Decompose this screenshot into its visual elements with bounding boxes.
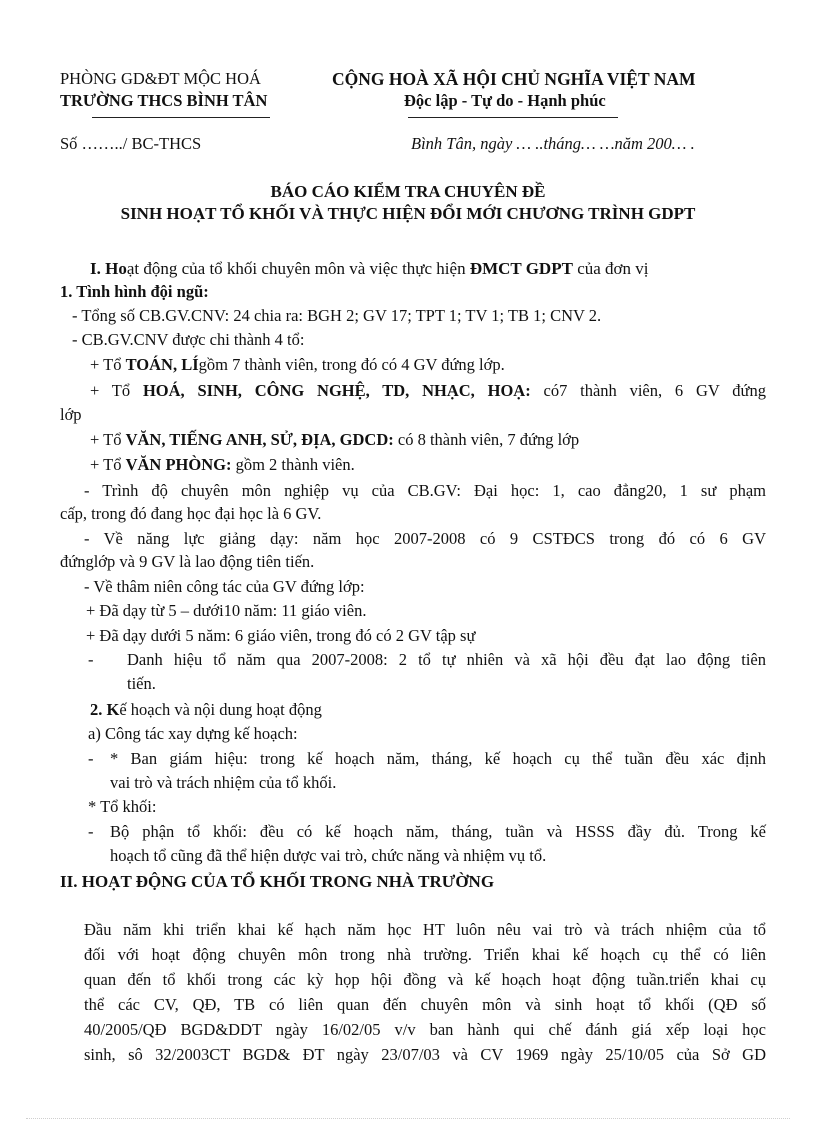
group-chem-bio-cont: lớp xyxy=(60,405,82,424)
motto-underline xyxy=(408,117,618,118)
teaching-ability-line2: đứnglớp và 9 GV là lao động tiên tiến. xyxy=(60,552,315,571)
section1-heading-suffix: của đơn vị xyxy=(572,259,649,278)
group-literature xyxy=(90,429,579,451)
section1-heading-text: ạt động của tổ khối chuyên môn và việc thực hiện xyxy=(126,259,470,278)
subsection-staff: 1. Tình hình đội ngũ: xyxy=(60,282,209,301)
group-prefix: + Tổ xyxy=(90,381,143,400)
group-prefix: + Tổ xyxy=(90,455,126,474)
group-detail: có 8 thành viên, 7 đứng lớp xyxy=(393,430,580,449)
seniority-5-10: + Đã dạy từ 5 – dưới10 năm: 11 giáo viên. xyxy=(86,601,367,620)
report-title-line2: SINH HOẠT TỔ KHỐI VÀ THỰC HIỆN ĐỔI MỚI CHƯƠNG TRÌNH GDPT xyxy=(120,204,696,223)
section2-para-line2: đối với hoạt động chuyên môn trong nhà trường. Triển khai kế hoạch cụ thể có liên xyxy=(84,945,766,964)
document-number: Số ……../ BC-THCS xyxy=(60,134,202,153)
bullet-dash: - xyxy=(88,822,94,841)
school-name: TRƯỜNG THCS BÌNH TÂN xyxy=(60,91,268,110)
qualification-line1: - Trình độ chuyên môn nghiệp vụ của CB.GV: Đại học: 1, cao đẳng20, 1 sư phạm xyxy=(84,481,766,500)
section2-heading: II. HOẠT ĐỘNG CỦA TỔ KHỐI TRONG NHÀ TRƯỜNG xyxy=(60,872,495,891)
report-title-line1: BÁO CÁO KIỂM TRA CHUYÊN ĐỀ xyxy=(270,182,546,201)
qualification-line2: cấp, trong đó đang học đại học là 6 GV. xyxy=(60,504,322,523)
national-motto: Độc lập - Tự do - Hạnh phúc xyxy=(404,91,606,110)
section1-heading xyxy=(90,258,649,280)
section2-para-line6: sinh, sô 32/2003CT BGD& ĐT ngày 23/07/03 và CV 1969 ngày 25/10/05 của Sở GD xyxy=(84,1045,766,1064)
section1-heading-prefix: I. Ho xyxy=(90,259,127,278)
bullet-dash: - xyxy=(88,749,94,768)
group-detail: gồm 7 thành viên, trong đó có 4 GV đứng lớp. xyxy=(198,355,505,374)
document-date: Bình Tân, ngày … ..tháng… …năm 200… . xyxy=(411,134,695,153)
group-heading: * Tổ khối: xyxy=(88,797,157,816)
section2-para-line3: quan đến tổ khối trong các kỳ họp hội đồng và kế hoạch hoạt động tuần.triển khai cụ xyxy=(84,970,766,989)
title-award-line2: tiến. xyxy=(127,674,156,693)
teaching-ability-line1: - Về năng lực giảng dạy: năm học 2007-2008 có 9 CSTĐCS trong đó có 6 GV xyxy=(84,529,766,548)
group-name: VĂN PHÒNG: xyxy=(125,455,232,474)
group-line1: Bộ phận tổ khối: đều có kế hoạch năm, tháng, tuần và HSSS đầy đủ. Trong kế xyxy=(110,822,766,841)
staff-total: - Tổng số CB.GV.CNV: 24 chia ra: BGH 2; GV 17; TPT 1; TV 1; TB 1; CNV 2. xyxy=(72,306,602,325)
group-name: TOÁN, LÍ xyxy=(125,355,199,374)
staff-divided: - CB.GV.CNV được chi thành 4 tổ: xyxy=(72,330,305,349)
group-office xyxy=(90,454,355,476)
group-detail: có7 thành viên, 6 GV đứng xyxy=(530,381,767,400)
subsection-plan xyxy=(90,699,322,721)
section2-para-line5: 40/2005/QĐ BGD&DDT ngày 16/02/05 v/v ban hành qui chế đánh giá xếp loại học xyxy=(84,1020,766,1039)
section2-para-line1: Đầu năm khi triển khai kế hạch năm học HT luôn nêu vai trò và trách nhiệm của tổ xyxy=(84,920,766,939)
bullet-dash: - xyxy=(88,650,94,669)
group-name: HOÁ, SINH, CÔNG NGHỆ, TD, NHẠC, HOẠ: xyxy=(142,381,531,400)
group-math-physics xyxy=(90,354,505,376)
subsection-plan-number: 2. K xyxy=(90,700,120,719)
group-line2: hoạch tổ cũng đã thể hiện dược vai trò, chức năng và nhiệm vụ tổ. xyxy=(110,846,547,865)
plan-building-heading: a) Công tác xay dựng kế hoạch: xyxy=(88,724,298,743)
group-prefix: + Tổ xyxy=(90,355,126,374)
seniority-under-5: + Đã dạy dưới 5 năm: 6 giáo viên, trong đó có 2 GV tập sự xyxy=(86,626,476,645)
group-chem-bio xyxy=(90,380,766,402)
seniority-heading: - Về thâm niên công tác của GV đứng lớp: xyxy=(84,577,365,596)
school-name-underline xyxy=(92,117,270,118)
page-bottom-border xyxy=(26,1118,790,1119)
national-title: CỘNG HOÀ XÃ HỘI CHỦ NGHĨA VIỆT NAM xyxy=(332,69,696,89)
board-line2: vai trò và trách nhiệm của tổ khối. xyxy=(110,773,337,792)
group-prefix: + Tổ xyxy=(90,430,126,449)
title-award-line1: Danh hiệu tổ năm qua 2007-2008: 2 tổ tự nhiên và xã hội đều đạt lao động tiên xyxy=(127,650,766,669)
department-name: PHÒNG GD&ĐT MỘC HOÁ xyxy=(60,69,261,88)
group-name: VĂN, TIẾNG ANH, SỬ, ĐỊA, GDCD: xyxy=(125,430,394,449)
group-detail: gồm 2 thành viên. xyxy=(231,455,355,474)
section2-para-line4: thể các CV, QĐ, TB có liên quan đến chuyên môn và sinh hoạt tổ khối (QĐ số xyxy=(84,995,766,1014)
board-line1: * Ban giám hiệu: trong kế hoạch năm, tháng, kế hoạch cụ thể tuần đều xác định xyxy=(110,749,766,768)
subsection-plan-text: ế hoạch và nội dung hoạt động xyxy=(119,700,322,719)
section1-heading-bold: ĐMCT GDPT xyxy=(469,259,573,278)
